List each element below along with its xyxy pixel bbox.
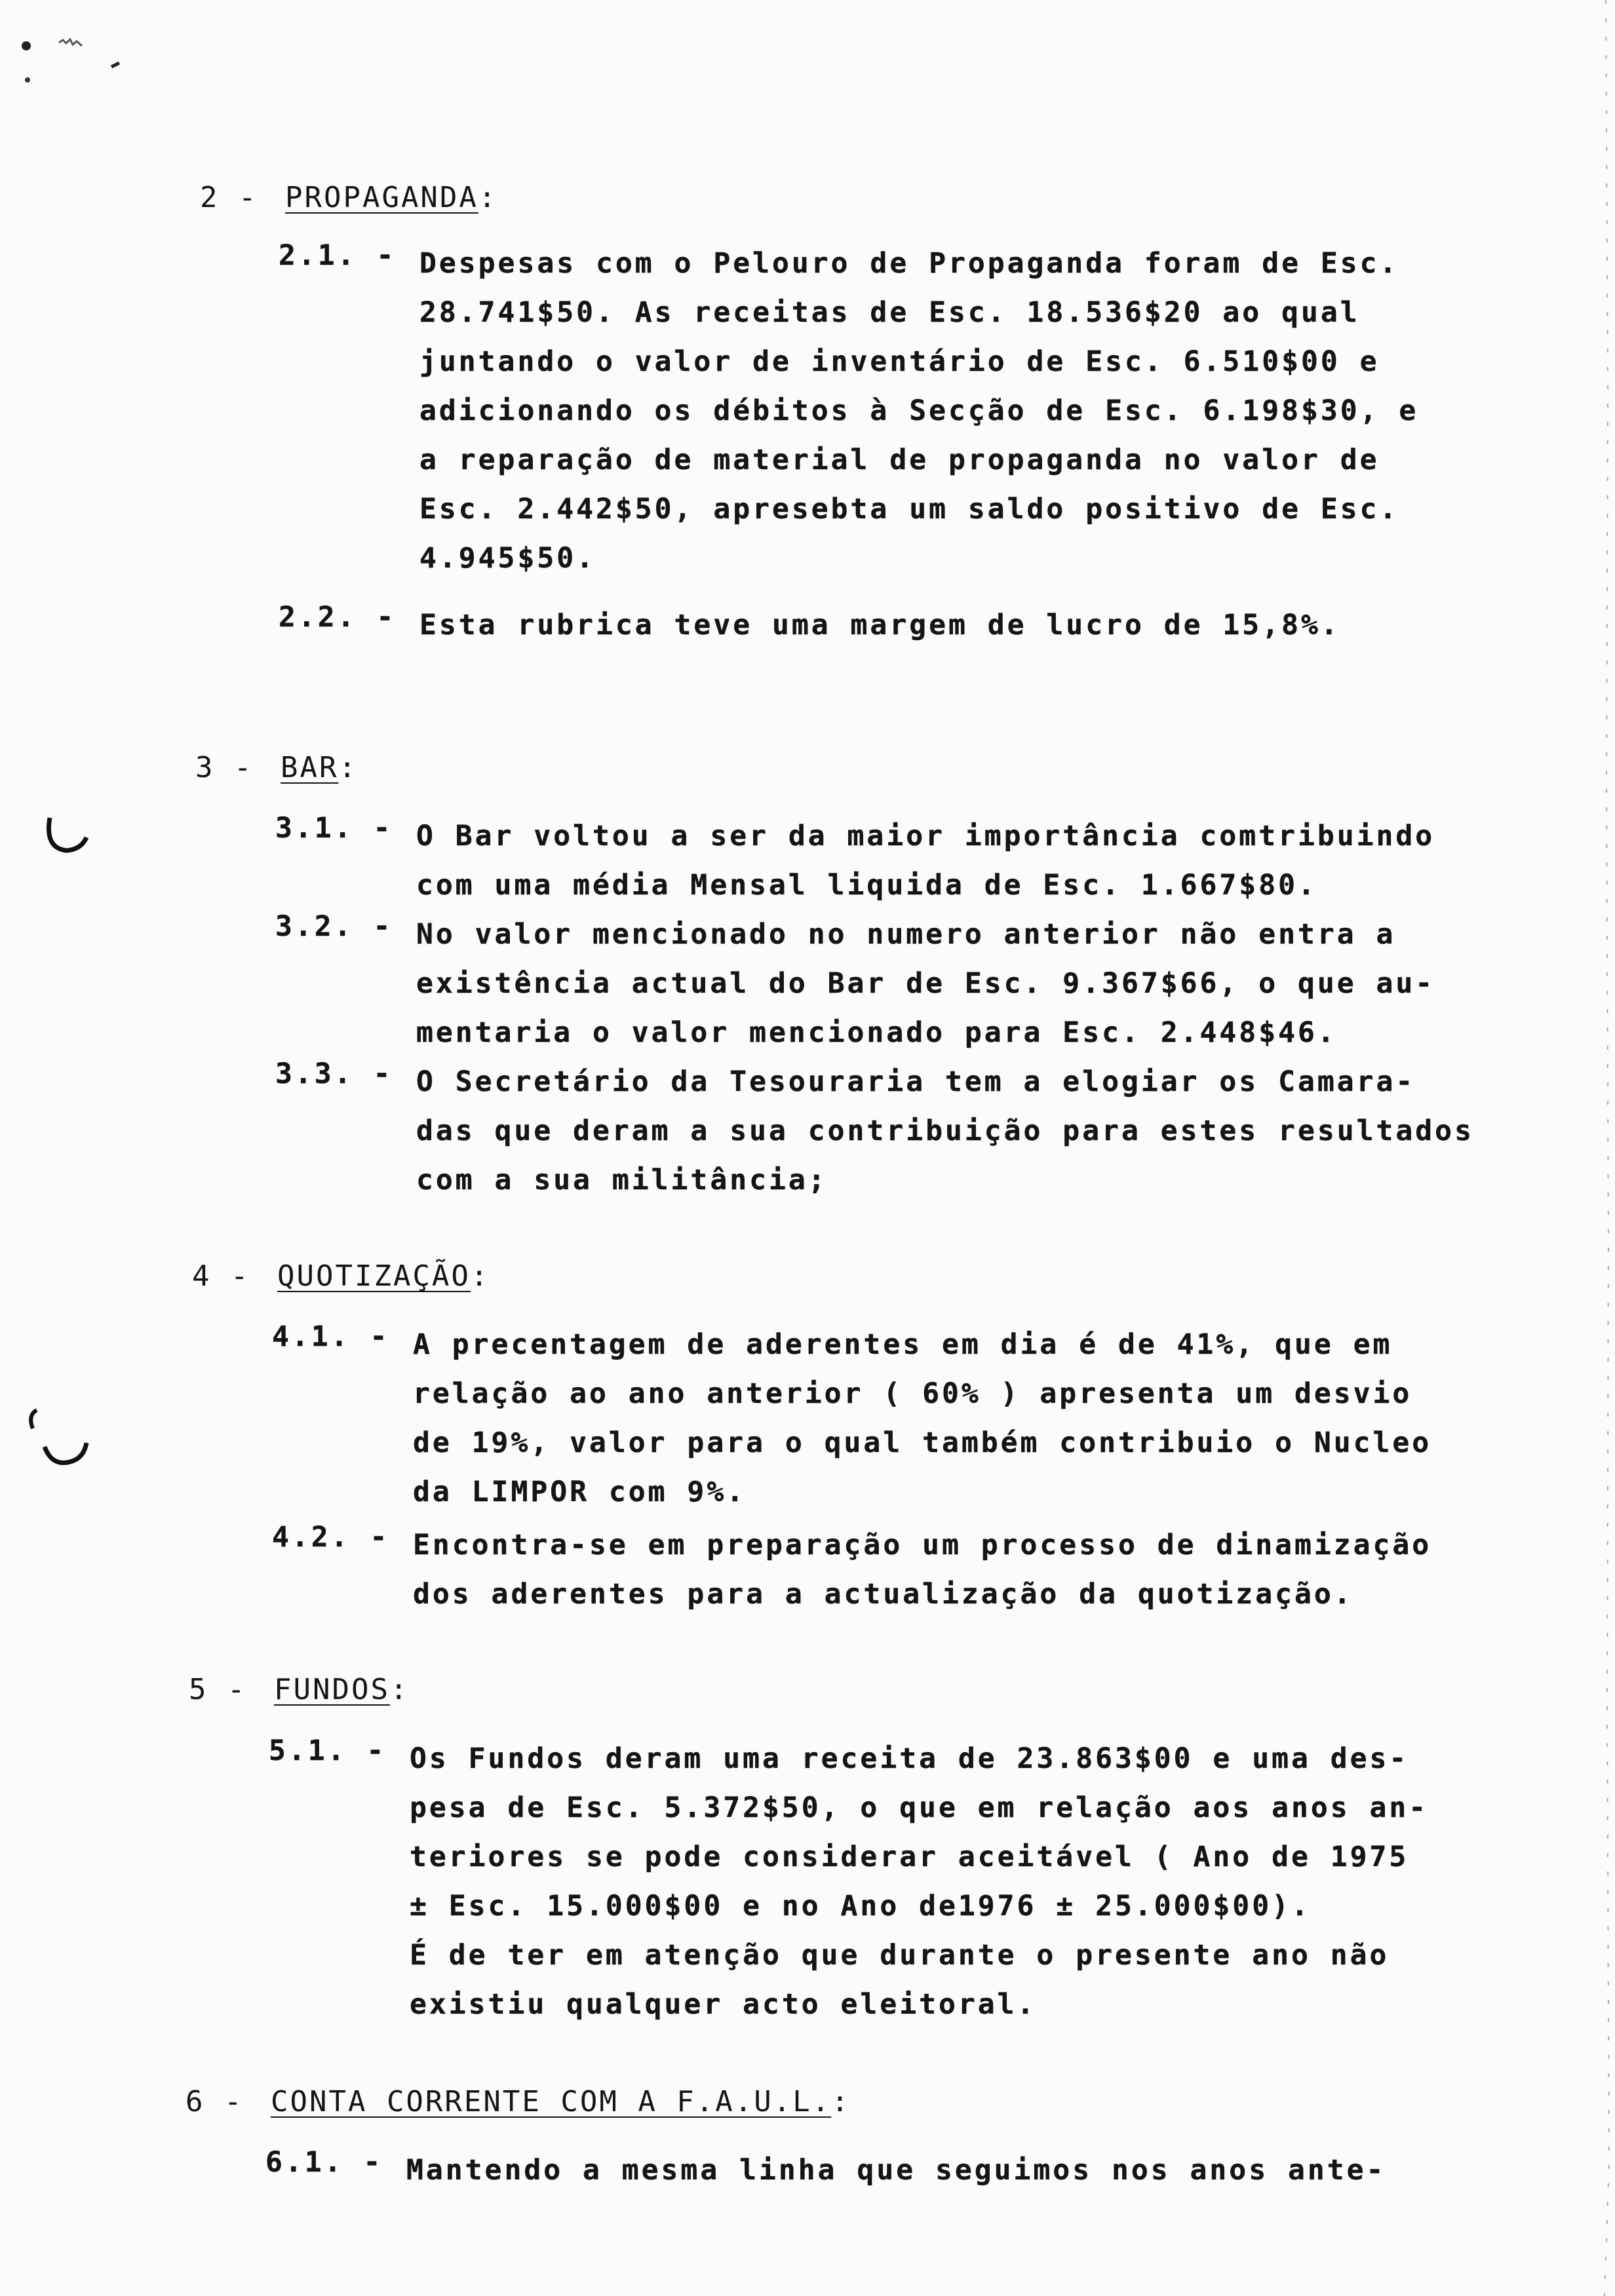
item-line: Mantendo a mesma linha que seguimos nos anos ante- xyxy=(406,2154,1386,2187)
item-line: existiu qualquer acto eleitoral. xyxy=(410,1988,1037,2021)
punch-hole-mark-1 xyxy=(41,813,93,858)
item-line: de 19%, valor para o qual também contribuio o Nucleo xyxy=(413,1426,1432,1459)
item-6-1 xyxy=(265,2146,1386,2195)
item-line: relação ao ano anterior ( 60% ) apresenta um desvio xyxy=(413,1377,1412,1410)
item-line: O Secretário da Tesouraria tem a elogiar os Camara- xyxy=(416,1065,1416,1098)
section-title: PROPAGANDA xyxy=(285,181,478,214)
item-line: dos aderentes para a actualização da quotização. xyxy=(413,1578,1353,1611)
section-heading-bar: 3 - BAR: xyxy=(195,751,358,784)
item-label: 6.1. - xyxy=(265,2146,383,2179)
scan-mark-top-left xyxy=(13,26,144,98)
item-label: 2.2. - xyxy=(279,601,397,634)
item-line: a reparação de material de propaganda no valor de xyxy=(419,444,1380,476)
item-4-2 xyxy=(272,1521,1432,1619)
section-title: QUOTIZAÇÃO xyxy=(277,1259,471,1293)
item-line: com a sua militância; xyxy=(416,1164,828,1196)
item-label: 2.1. - xyxy=(279,239,397,272)
item-line: ± Esc. 15.000$00 e no Ano de1976 ± 25.000$00). xyxy=(410,1890,1311,1923)
item-label: 3.3. - xyxy=(275,1058,393,1090)
item-line: Encontra-se em preparação um processo de dinamização xyxy=(413,1529,1432,1561)
item-line: 28.741$50. As receitas de Esc. 18.536$20 ao qual xyxy=(419,296,1360,329)
section-title: BAR xyxy=(281,751,339,784)
item-line: Os Fundos deram uma receita de 23.863$00 e uma des- xyxy=(410,1742,1409,1775)
section-heading-propaganda: 2 - PROPAGANDA: xyxy=(200,181,498,214)
item-line: Esc. 2.442$50, apresebta um saldo positivo de Esc. xyxy=(419,493,1399,526)
punch-hole-mark-2 xyxy=(13,1402,92,1474)
section-heading-conta-corrente: 6 - CONTA CORRENTE COM A F.A.U.L.: xyxy=(185,2085,851,2118)
item-3-3 xyxy=(275,1058,1474,1205)
item-line: juntando o valor de inventário de Esc. 6.510$00 e xyxy=(419,345,1380,378)
item-line: Despesas com o Pelouro de Propaganda foram de Esc. xyxy=(419,247,1399,280)
section-heading-fundos: 5 - FUNDOS: xyxy=(189,1673,410,1706)
item-3-2 xyxy=(275,910,1435,1058)
item-label: 4.1. - xyxy=(272,1320,390,1353)
item-line: adicionando os débitos à Secção de Esc. 6.198$30, e xyxy=(419,394,1419,427)
item-line: teriores se pode considerar aceitável ( Ano de 1975 xyxy=(410,1841,1409,1873)
item-2-2 xyxy=(279,601,1340,650)
item-line: É de ter em atenção que durante o presente ano não xyxy=(410,1939,1390,1972)
item-line: existência actual do Bar de Esc. 9.367$66, o que au- xyxy=(416,967,1435,1000)
section-number: 6 - xyxy=(185,2085,244,2118)
section-number: 2 - xyxy=(200,181,258,214)
section-number: 5 - xyxy=(189,1673,247,1706)
section-title: FUNDOS xyxy=(274,1673,390,1706)
item-line: pesa de Esc. 5.372$50, o que em relação aos anos an- xyxy=(410,1791,1429,1824)
item-label: 3.2. - xyxy=(275,910,393,943)
section-title: CONTA CORRENTE COM A F.A.U.L. xyxy=(271,2085,832,2118)
section-number: 3 - xyxy=(195,751,254,784)
item-line: das que deram a sua contribuição para estes resultados xyxy=(416,1115,1474,1147)
item-line: Esta rubrica teve uma margem de lucro de 15,8%. xyxy=(419,609,1340,641)
item-2-1 xyxy=(279,239,1419,583)
item-line: A precentagem de aderentes em dia é de 41%, que em xyxy=(413,1328,1393,1361)
item-4-1 xyxy=(272,1320,1432,1517)
item-line: mentaria o valor mencionado para Esc. 2.448$46. xyxy=(416,1016,1337,1049)
page-edge-line xyxy=(1586,0,1615,2296)
item-label: 3.1. - xyxy=(275,812,393,845)
item-line: da LIMPOR com 9%. xyxy=(413,1476,747,1508)
section-number: 4 - xyxy=(192,1259,250,1293)
item-label: 5.1. - xyxy=(269,1734,387,1767)
item-label: 4.2. - xyxy=(272,1521,390,1554)
item-5-1 xyxy=(269,1734,1429,2029)
item-line: com uma média Mensal liquida de Esc. 1.667$80. xyxy=(416,869,1317,902)
item-3-1 xyxy=(275,812,1435,910)
item-line: No valor mencionado no numero anterior não entra a xyxy=(416,918,1396,951)
section-heading-quotizacao: 4 - QUOTIZAÇÃO: xyxy=(192,1259,490,1293)
item-line: O Bar voltou a ser da maior importância comtribuindo xyxy=(416,820,1435,852)
item-line: 4.945$50. xyxy=(419,542,596,575)
